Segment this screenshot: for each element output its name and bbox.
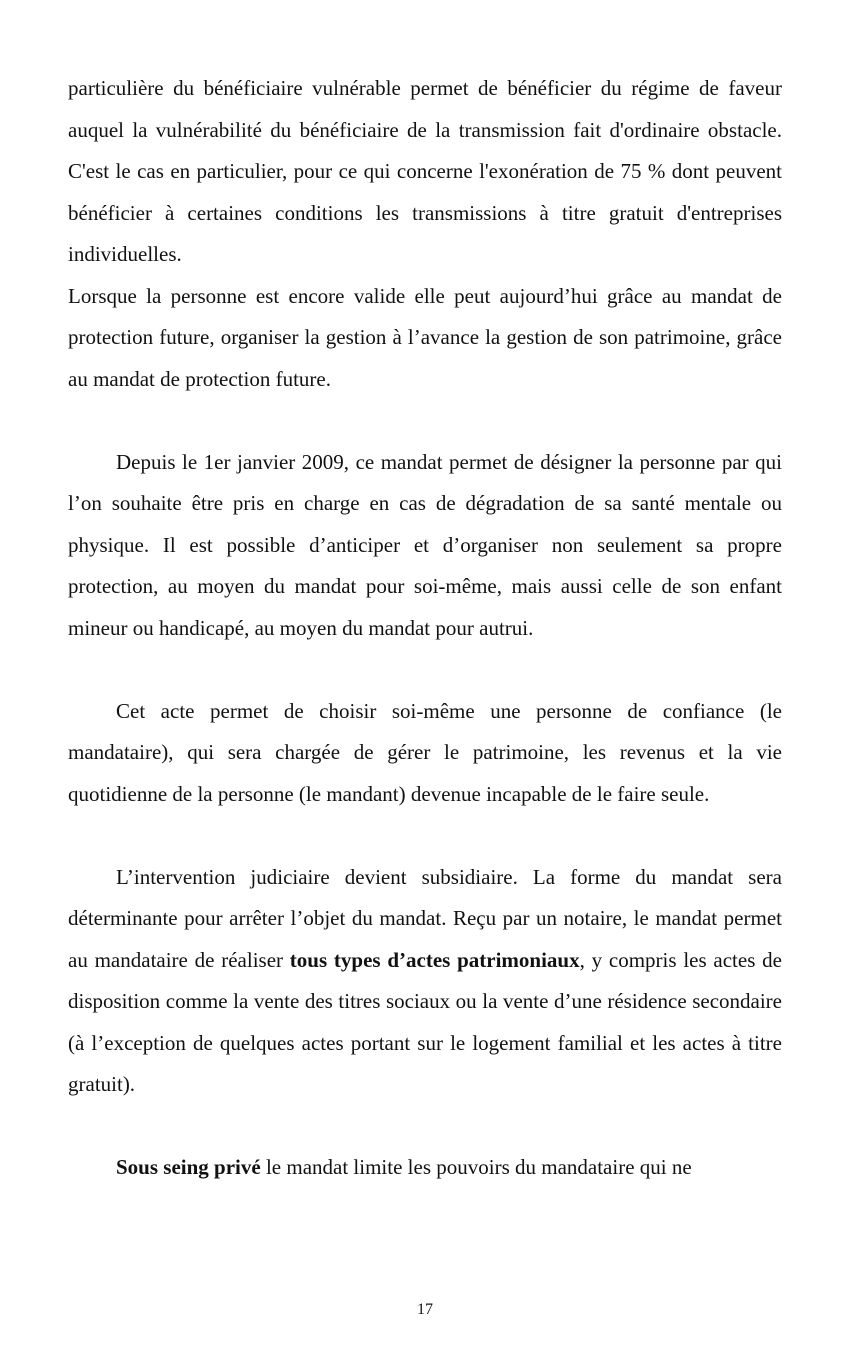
paragraph-sous-seing-prive [68,1147,782,1189]
paragraph-personne-confiance: Cet acte permet de choisir soi-même une personne de confiance (le mandataire), qui sera chargée de gérer le patrimoine, les revenus et la vie quotidienne de la personne (le mandant) devenue incapable de le faire seule. [68,698,782,806]
bold-emphasis-actes-patrimoniaux: tous types d’actes patrimoniaux [289,947,580,972]
document-page [68,68,782,1189]
paragraph-intervention-judiciaire [68,857,782,1106]
paragraph-mandat-intro: Lorsque la personne est encore valide elle peut aujourd’hui grâce au mandat de protection future, organiser la gestion à l’avance la gestion de son patrimoine, grâce au mandat de protection future. [68,283,782,391]
paragraph-depuis-2009: Depuis le 1er janvier 2009, ce mandat permet de désigner la personne par qui l’on souhaite être pris en charge en cas de dégradation de sa santé mentale ou physique. Il est possible d’anticiper et d’organiser non seulement sa propre protection, au moyen du mandat pour soi-même, mais aussi celle de son enfant mineur ou handicapé, au moyen du mandat pour autrui. [68,449,782,640]
page-number: 17 [417,1301,433,1318]
bold-emphasis-sous-seing-prive: Sous seing privé [116,1155,261,1179]
paragraph-continuation: particulière du bénéficiaire vulnérable permet de bénéficier du régime de faveur auquel la vulnérabilité du bénéficiaire de la transmission fait d'ordinaire obstacle. C'est le cas en particulier, pour ce qui concerne l'exonération de 75 % dont peuvent bénéficier à certaines conditions les transmissions à titre gratuit d'entreprises individuelles. [68,76,782,266]
paragraph-text-after: , y compris les actes de disposition comme la vente des titres sociaux ou la vente d’une résidence secondaire (à l’exception de quelques actes portant sur le logement familial et les actes à titre gratuit). [68,947,782,1096]
paragraph-text-before: L’intervention judiciaire devient subsidiaire. La forme du mandat sera déterminante pour arrêter l’objet du mandat. Reçu par un notaire, le mandat permet au mandataire de réaliser [68,864,782,972]
paragraph-text-after: le mandat limite les pouvoirs du mandataire qui ne [260,1155,692,1179]
